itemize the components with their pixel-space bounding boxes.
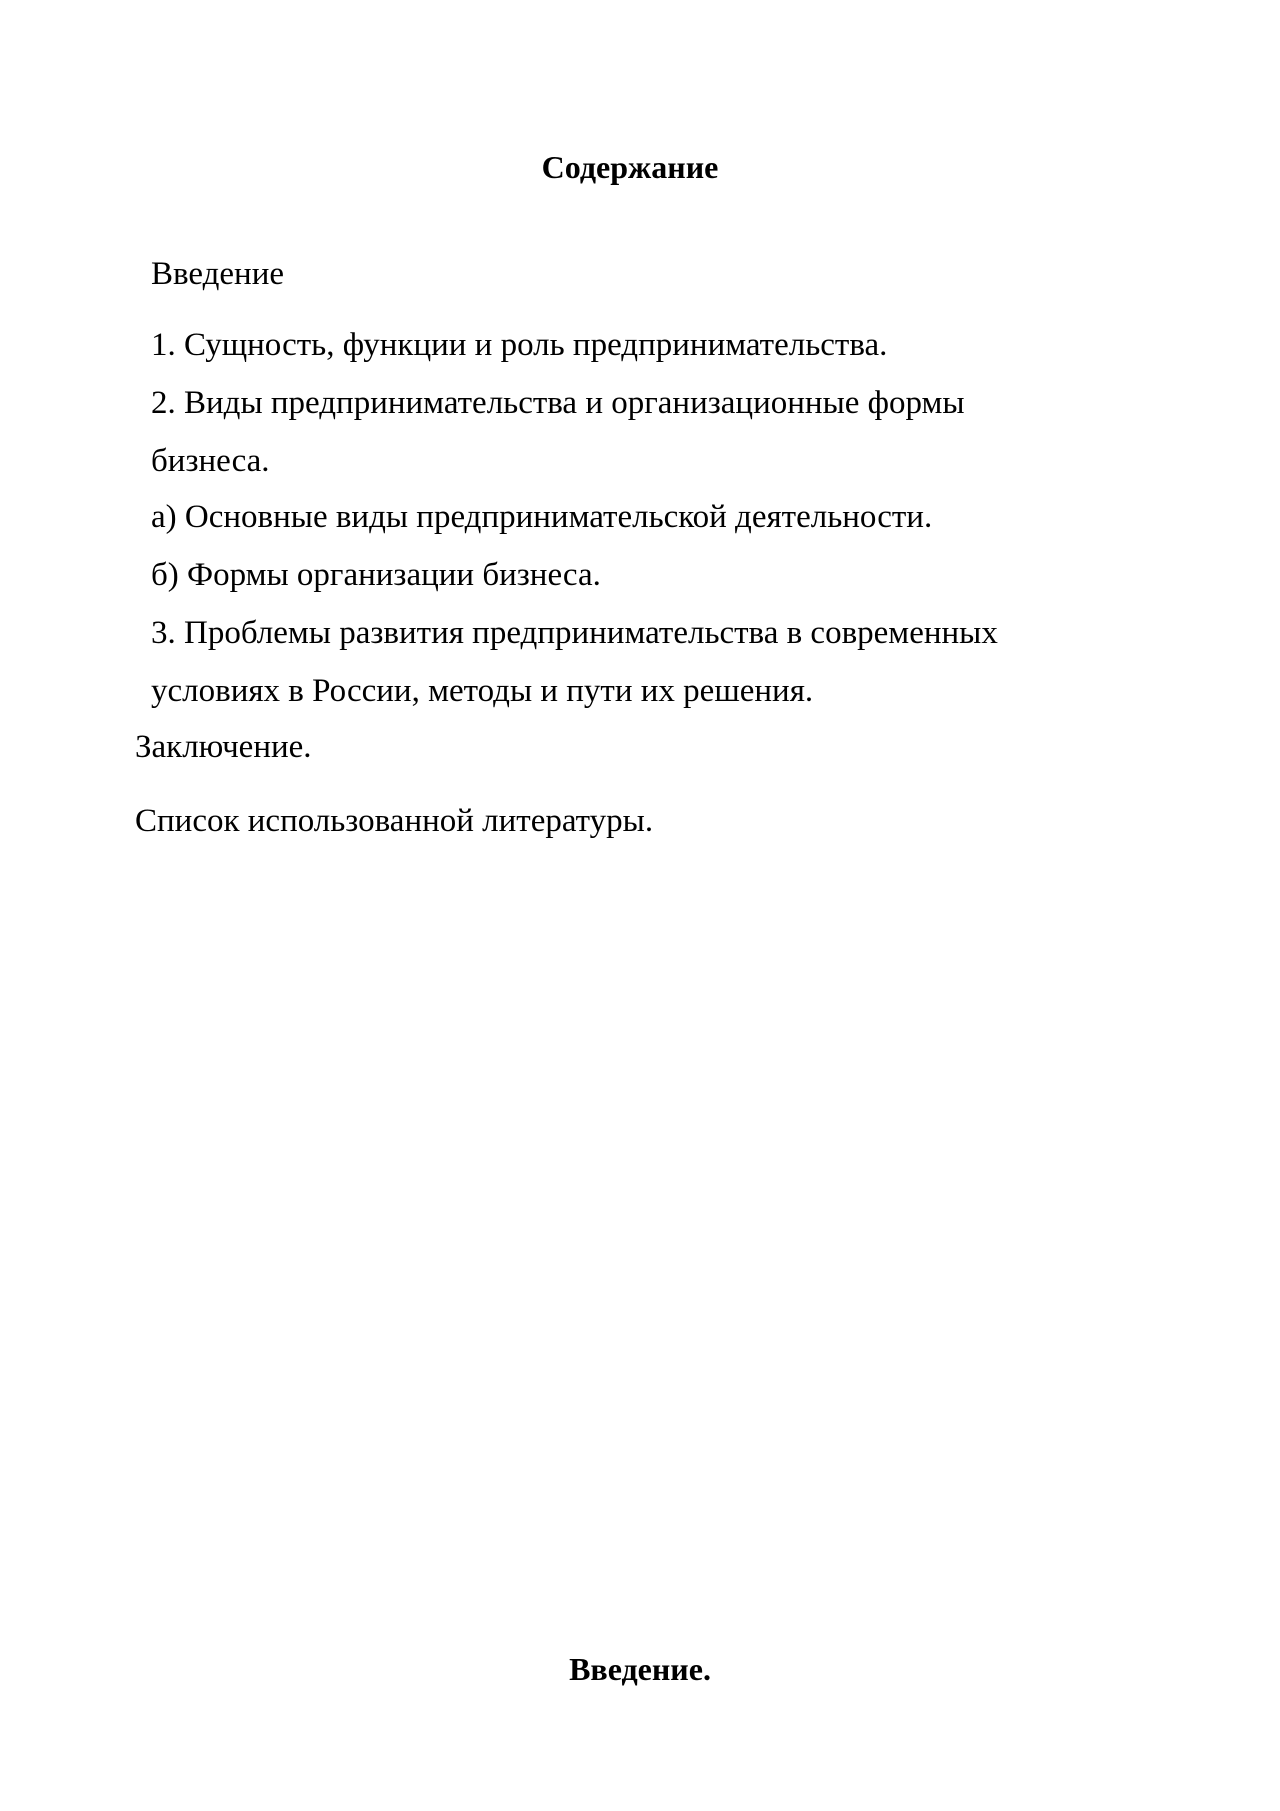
toc-item-3-continued: условиях в России, методы и пути их решения. bbox=[151, 673, 814, 709]
toc-item-conclusion: Заключение. bbox=[135, 729, 312, 765]
toc-title: Содержание bbox=[541, 149, 719, 185]
toc-item-2a: а) Основные виды предпринимательской деятельности. bbox=[151, 499, 933, 535]
toc-item-2b: б) Формы организации бизнеса. bbox=[151, 557, 601, 593]
toc-item-2-continued: бизнеса. bbox=[151, 443, 270, 479]
section-heading-introduction: Введение. bbox=[569, 1651, 711, 1687]
toc-item-2: 2. Виды предпринимательства и организационные формы bbox=[151, 385, 965, 421]
toc-item-3: 3. Проблемы развития предпринимательства в современных bbox=[151, 615, 998, 651]
toc-item-introduction: Введение bbox=[151, 256, 285, 292]
toc-item-1: 1. Сущность, функции и роль предпринимательства. bbox=[151, 327, 888, 363]
toc-item-references: Список использованной литературы. bbox=[135, 803, 654, 839]
